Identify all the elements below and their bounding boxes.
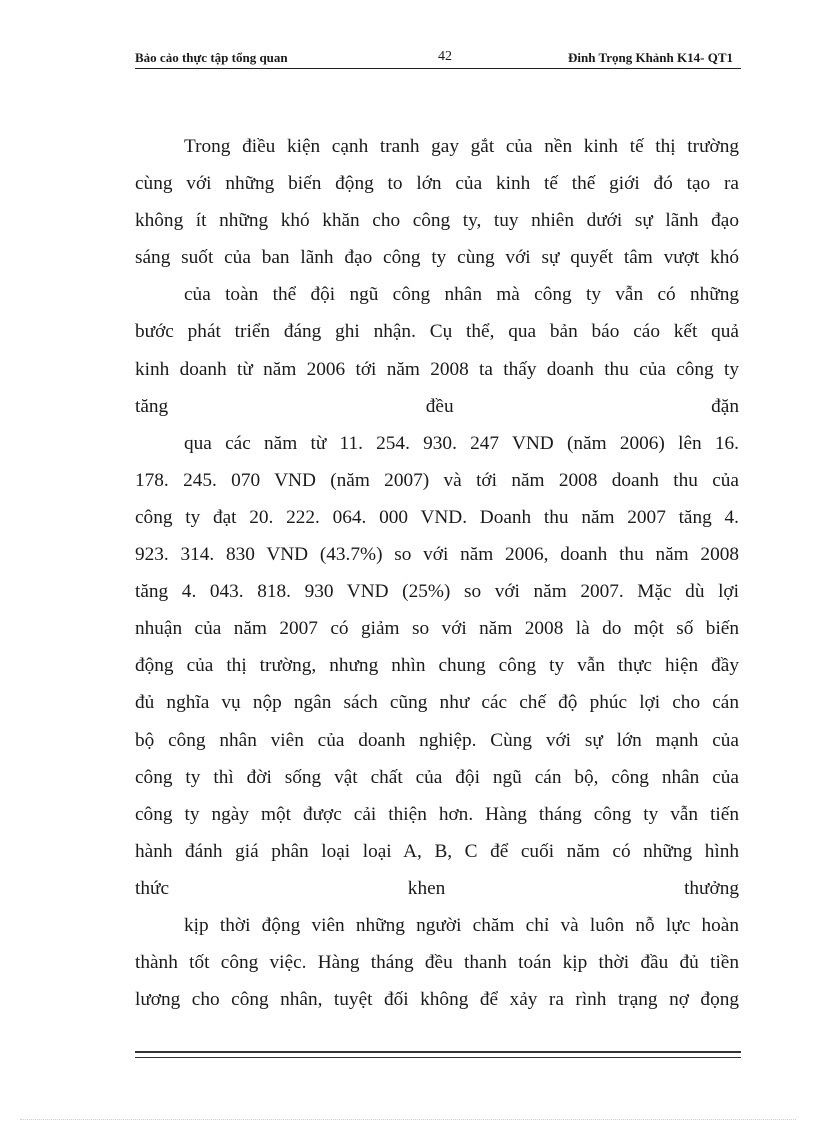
text-line: 178. 245. 070 VND (năm 2007) và tới năm 2008 doanh thu của xyxy=(135,469,739,491)
text-line: Trong điều kiện cạnh tranh gay gắt của nền kinh tế thị trường xyxy=(184,136,739,157)
text-line: lương cho công nhân, tuyệt đối không để xảy ra rình trạng nợ đọng xyxy=(135,989,739,1011)
text-line xyxy=(135,388,739,425)
text-word: đều xyxy=(425,395,454,417)
text-line: 923. 314. 830 VND (43.7%) so với năm 2006, doanh thu năm 2008 xyxy=(135,544,739,566)
page-header xyxy=(135,50,739,68)
text-line: sáng suốt của ban lãnh đạo công ty cùng với sự quyết tâm vượt khó xyxy=(135,247,739,269)
text-line: công ty ngày một được cải thiện hơn. Hàng tháng công ty vẫn tiến xyxy=(135,803,739,825)
text-line: hành đánh giá phân loại loại A, B, C để cuối năm có những hình xyxy=(135,840,739,862)
text-line: không ít những khó khăn cho công ty, tuy nhiên dưới sự lãnh đạo xyxy=(135,210,739,232)
header-author: Đinh Trọng Khảnh K14- QT1 xyxy=(568,50,733,65)
text-line: bước phát triển đáng ghi nhận. Cụ thể, qua bản báo cáo kết quả xyxy=(135,321,739,343)
body-text xyxy=(135,128,739,1018)
text-line: qua các năm từ 11. 254. 930. 247 VND (năm 2006) lên 16. xyxy=(184,432,739,454)
text-line: bộ công nhân viên của doanh nghiệp. Cùng với sự lớn mạnh của xyxy=(135,729,739,751)
text-line: tăng 4. 043. 818. 930 VND (25%) so với năm 2007. Mặc dù lợi xyxy=(135,581,739,603)
text-line: nhuận của năm 2007 có giảm so với năm 2008 là do một số biến xyxy=(135,618,739,640)
page-number: 42 xyxy=(438,49,452,64)
text-line: kịp thời động viên những người chăm chỉ và luôn nỗ lực hoàn xyxy=(184,914,739,936)
text-word: khen xyxy=(407,877,446,899)
text-word: đặn xyxy=(711,395,739,417)
text-line: công ty thì đời sống vật chất của đội ngũ cán bộ, công nhân của xyxy=(135,766,739,788)
header-title: Bảo cảo thực tập tổng quan xyxy=(135,50,288,65)
text-line: cùng với những biến động to lớn của kinh tế thế giới đó tạo ra xyxy=(135,173,739,195)
text-word: tăng xyxy=(135,395,169,417)
text-line: công ty đạt 20. 222. 064. 000 VND. Doanh thu năm 2007 tăng 4. xyxy=(135,506,739,528)
text-line xyxy=(135,870,739,907)
header-rule xyxy=(135,68,741,69)
text-line: của toàn thể đội ngũ công nhân mà công ty vẫn có những xyxy=(184,284,739,306)
text-line: kinh doanh từ năm 2006 tới năm 2008 ta thấy doanh thu của công ty xyxy=(135,358,739,380)
text-word: thưởng xyxy=(684,877,739,899)
text-line: đủ nghĩa vụ nộp ngân sách cũng như các chế độ phúc lợi cho cán xyxy=(135,692,739,714)
text-word: thức xyxy=(135,877,170,899)
footer-rule xyxy=(135,1051,741,1058)
text-line: động của thị trường, nhưng nhìn chung công ty vẫn thực hiện đầy xyxy=(135,655,739,677)
page-edge-dots xyxy=(20,1119,796,1120)
text-line: thành tốt công việc. Hàng tháng đều thanh toán kịp thời đầu đủ tiền xyxy=(135,952,739,974)
